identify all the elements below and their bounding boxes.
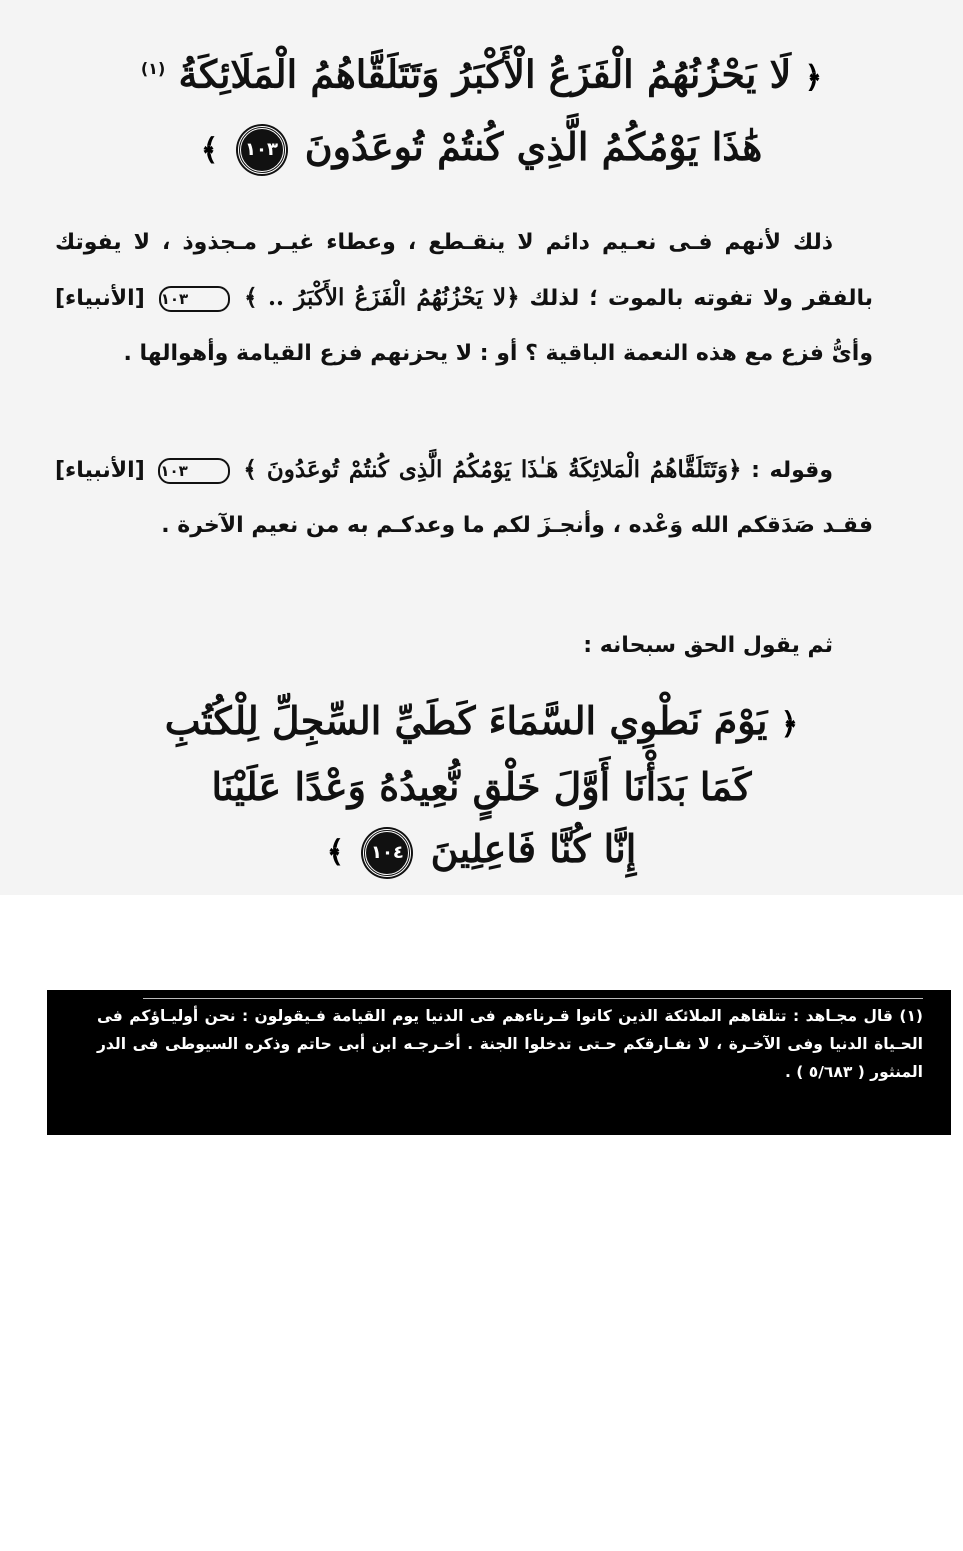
verse-text: لَا يَحْزُنُهُمُ الْفَزَعُ الْأَكْبَرُ وَتَتَلَقَّاهُمُ الْمَلَائِكَةُ	[178, 51, 792, 97]
paragraph-text: وقوله :	[741, 458, 833, 483]
paragraph-text: [الأنبياء] وأىُّ فزع مع هذه النعمة الباقية ؟ أو : لا يحزنهم فزع القيامة وأهوالها .	[55, 286, 873, 366]
footnote-text: (١) قال مجـاهد : تتلقاهم الملائكة الذين كانوا قـرناءهم فى الدنيا يوم القيامة فـيقولون : نحن أوليـاؤكم فى الحـياة الدنيا وفى الآخـرة ، لا نفـارقكم حـتى تدخلوا الجنة . أخـرجـه ابن أبى حاتم وذكره السيوطى فى الدر المنثور ( ٥/٦٨٣ ) .	[97, 1007, 923, 1081]
quran-verse-bottom	[90, 690, 873, 884]
verse-open-bracket: ﴿	[804, 60, 823, 96]
ayah-number-marker: ١٠٤	[363, 829, 411, 877]
verse-text: هَٰذَا يَوْمُكُمُ الَّذِي كُنتُمْ تُوعَدُونَ	[304, 123, 763, 169]
verse-text: كَمَا بَدَأْنَا أَوَّلَ خَلْقٍ نُّعِيدُهُ وَعْدًا عَلَيْنَا	[211, 764, 752, 809]
verse-bottom-line2	[90, 756, 873, 818]
ayah-number-marker: ١٠٣	[158, 458, 229, 484]
footnote-divider	[143, 998, 923, 999]
verse-bottom-line1	[90, 690, 873, 756]
ayah-number-marker: ١٠٣	[159, 286, 230, 312]
paragraph-text: ذلك لأنهم فـى نعـيم دائم لا ينقـطع ، وعطاء غيـر مـجذوذ ، لا يفوتك بالفقر ولا تفوته بالموت ؛ لذلك	[55, 230, 873, 311]
footnote-reference: (١)	[140, 59, 166, 78]
verse-close-bracket: ﴾	[200, 132, 219, 168]
verse-bottom-line3	[90, 818, 873, 884]
verse-text: إِنَّا كُنَّا فَاعِلِينَ	[430, 826, 637, 871]
footnote-box	[47, 990, 951, 1135]
verse-open-bracket: ﴿	[780, 707, 799, 742]
commentary-paragraph-2	[55, 442, 873, 553]
verse-top-line2	[90, 113, 873, 185]
inline-quran-quote: ﴿لا يَحْزُنُهُمُ الْفَزَعُ الأَكْبَرُ .. ﴾	[244, 284, 520, 311]
commentary-paragraph-3	[55, 618, 873, 673]
verse-top-line1	[90, 35, 873, 113]
commentary-paragraph-1	[55, 215, 873, 381]
verse-close-bracket: ﴾	[326, 835, 345, 870]
verse-text: يَوْمَ نَطْوِي السَّمَاءَ كَطَيِّ السِّجِلِّ لِلْكُتُبِ	[164, 698, 768, 743]
ayah-number-marker: ١٠٣	[238, 126, 286, 174]
paragraph-text: [الأنبياء] فقـد صَدَقكم الله وَعْده ، وأنجـزَ لكم ما وعدكـم به من نعيم الآخرة .	[55, 458, 873, 538]
inline-quran-quote: ﴿وَتَتَلَقَّاهُمُ الْمَلائِكَةُ هَـٰذَا يَوْمُكُمُ الَّذِى كُنتُمْ تُوعَدُونَ ﴾	[243, 456, 742, 483]
quran-verse-top	[90, 35, 873, 185]
paragraph-text: ثم يقول الحق سبحانه :	[583, 633, 833, 658]
